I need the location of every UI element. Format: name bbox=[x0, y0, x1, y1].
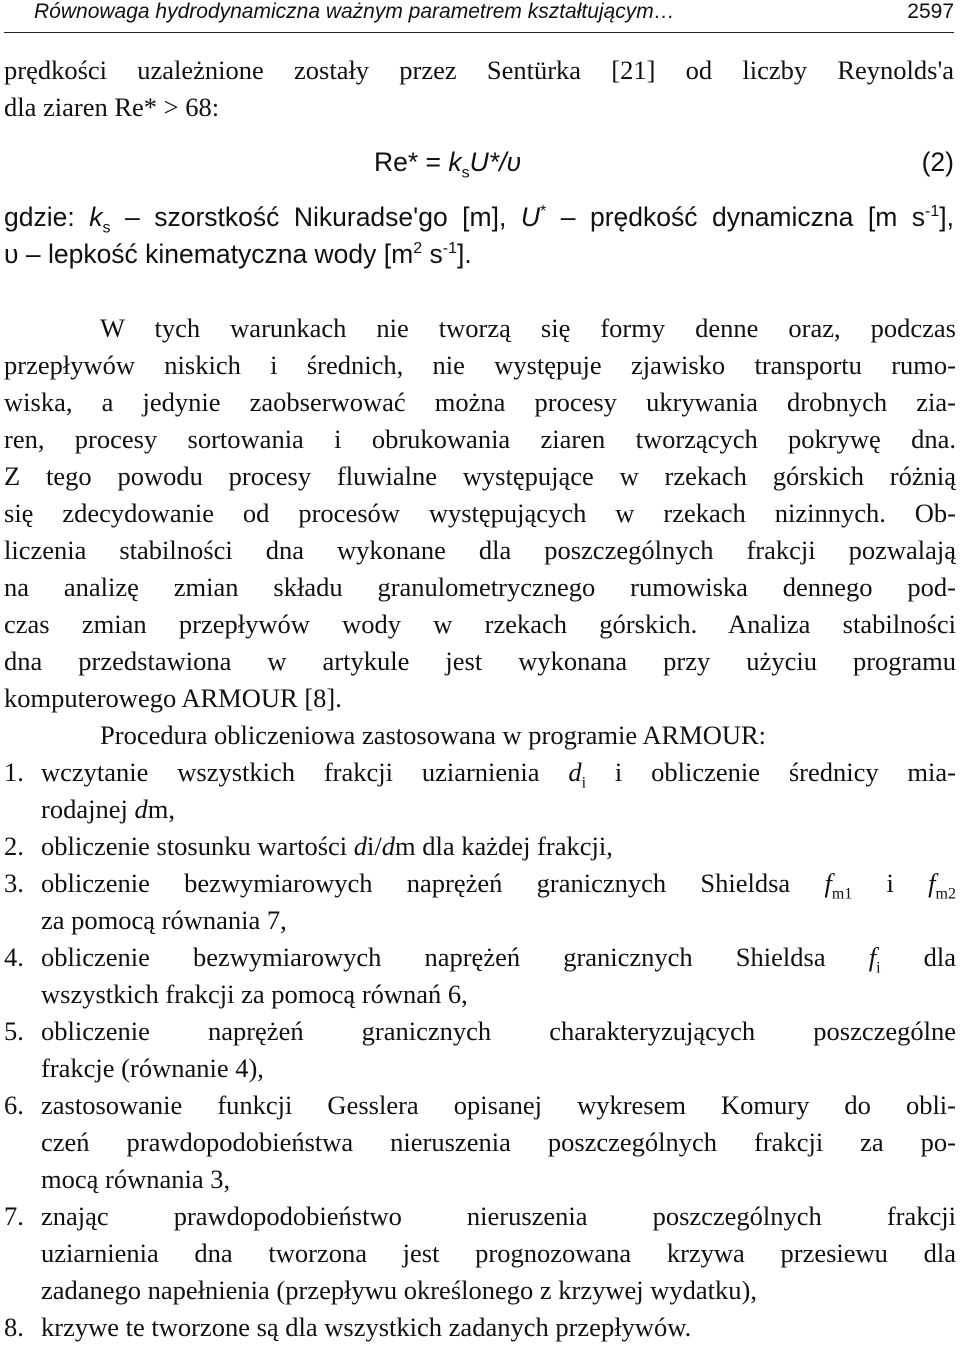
equation-2 bbox=[4, 144, 954, 181]
paragraph-line: komputerowego ARMOUR [8]. bbox=[4, 683, 342, 713]
step4-text-b: dla bbox=[880, 942, 956, 972]
equation-definitions bbox=[4, 199, 954, 273]
intro-line-1: prędkości uzależnione zostały przez Sentürka [21] od liczby Reynolds'a bbox=[4, 55, 954, 85]
step-number: 5. bbox=[4, 1016, 24, 1046]
procedure-step bbox=[4, 828, 956, 865]
def-k: k bbox=[89, 202, 103, 232]
step-number: 7. bbox=[4, 1201, 24, 1231]
step-number: 8. bbox=[4, 1312, 24, 1342]
page-number: 2597 bbox=[907, 0, 954, 23]
procedure-step bbox=[4, 1013, 956, 1087]
def-s: s bbox=[422, 239, 443, 269]
def-viscosity: υ – lepkość kinematyczna wody [m bbox=[4, 239, 414, 269]
step-line: wszystkich frakcji za pomocą równań 6, bbox=[41, 979, 468, 1009]
running-header bbox=[4, 0, 954, 33]
paragraph-line: W tych warunkach nie tworzą się formy denne oraz, podczas bbox=[100, 313, 956, 343]
paragraph-line: Z tego powodu procesy fluwialne występujące w rzekach górskich różnią bbox=[4, 461, 956, 491]
intro-text bbox=[4, 52, 954, 126]
step-line bbox=[41, 791, 956, 828]
step-line: zastosowanie funkcji Gesslera opisanej wykresem Komury do obli- bbox=[41, 1090, 956, 1120]
def-end: ]. bbox=[456, 239, 472, 269]
step-line bbox=[41, 754, 956, 791]
equation-k: k bbox=[448, 147, 462, 177]
equation-body bbox=[374, 144, 521, 181]
equation-left: Re* = bbox=[374, 147, 449, 177]
step-line: czeń prawdopodobieństwa nieruszenia poszczególnych frakcji za po- bbox=[41, 1127, 956, 1157]
step2-d: d bbox=[353, 831, 368, 861]
step3-text-a: obliczenie bezwymiarowych naprężeń granicznych Shieldsa bbox=[41, 868, 825, 898]
paragraph-line: ren, procesy sortowania i obrukowania ziaren tworzących pokrywę dna. bbox=[4, 424, 956, 454]
procedure-steps bbox=[4, 754, 956, 1346]
def-close: ], bbox=[939, 202, 955, 232]
equation-number: (2) bbox=[921, 147, 954, 177]
procedure-step bbox=[4, 754, 956, 828]
def-exp-1: -1 bbox=[442, 240, 457, 258]
header-title: Równowaga hydrodynamiczna ważnym parametrem kształtującym… bbox=[34, 0, 675, 23]
step1-comma: , bbox=[168, 794, 175, 824]
step-line: uziarnienia dna tworzona jest prognozowana krzywa przesiewu dla bbox=[41, 1238, 956, 1268]
def-star: * bbox=[539, 203, 547, 221]
step4-text-a: obliczenie bezwymiarowych naprężeń granicznych Shieldsa bbox=[41, 942, 869, 972]
procedure-step bbox=[4, 1198, 956, 1309]
intro-line-2: dla ziaren Re* > 68: bbox=[4, 92, 220, 122]
procedure-step bbox=[4, 1087, 956, 1198]
step3-f1: f bbox=[824, 868, 832, 898]
step2-sub-i: i bbox=[367, 831, 375, 861]
equation-s-sub: s bbox=[461, 164, 470, 182]
paragraph-line: wiska, a jedynie zaobserwować można procesy ukrywania drobnych zia- bbox=[4, 387, 956, 417]
paragraph-line: liczenia stabilności dna wykonane dla poszczególnych frakcji pozwalają bbox=[4, 535, 956, 565]
step1-text-b: i obliczenie średnicy mia- bbox=[586, 757, 956, 787]
body-paragraph bbox=[4, 310, 956, 717]
procedure-step bbox=[4, 865, 956, 939]
procedure-intro: Procedura obliczeniowa zastosowana w programie ARMOUR: bbox=[100, 720, 767, 750]
paragraph-line: dna przedstawiona w artykule jest wykonana przy użyciu programu bbox=[4, 646, 956, 676]
step-line: krzywe te tworzone są dla wszystkich zadanych przepływów. bbox=[41, 1312, 692, 1342]
step-line bbox=[41, 828, 956, 865]
step2-sub-m: m bbox=[395, 831, 416, 861]
step-line: zadanego napełnienia (przepływu określonego z krzywej wydatku), bbox=[41, 1275, 757, 1305]
procedure-step bbox=[4, 1309, 956, 1346]
paragraph-line: się zdecydowanie od procesów występujących w rzekach nizinnych. Ob- bbox=[4, 498, 956, 528]
step1-text-a: wczytanie wszystkich frakcji uziarnienia bbox=[41, 757, 569, 787]
paragraph-line: przepływów niskich i średnich, nie występuje zjawisko transportu rumo- bbox=[4, 350, 956, 380]
paragraph-line: na analizę zmian składu granulometrycznego rumowiska dennego pod- bbox=[4, 572, 956, 602]
step2-text-b: dla każdej frakcji, bbox=[415, 831, 613, 861]
definition-line-1: gdzie: $k_s$ – szorstkość Nikuradse'go [m], U* – prędkość dynamiczna [m $s^{-1}$], bbox=[4, 202, 955, 237]
step4-sub-i: i bbox=[876, 959, 881, 977]
step-line: za pomocą równania 7, bbox=[41, 905, 287, 935]
step-line bbox=[41, 865, 956, 902]
step-number: 1. bbox=[4, 757, 24, 787]
step4-f: f bbox=[868, 942, 877, 972]
step2-d2: d bbox=[381, 831, 396, 861]
def-exp2: 2 bbox=[413, 240, 423, 258]
step2-slash: / bbox=[374, 831, 382, 861]
def-U: U bbox=[520, 202, 540, 232]
step-line: frakcje (równanie 4), bbox=[41, 1053, 264, 1083]
def-velocity: prędkość dynamiczna [m s bbox=[589, 202, 926, 232]
step-number: 3. bbox=[4, 868, 24, 898]
step-line: znając prawdopodobieństwo nieruszenia poszczególnych frakcji bbox=[41, 1201, 956, 1231]
step1-sub-i: i bbox=[581, 774, 587, 792]
step1-text-c: rodajnej bbox=[41, 794, 135, 824]
step3-sub-m2: m2 bbox=[935, 885, 956, 903]
def-exp: -1 bbox=[925, 203, 940, 221]
step3-and: i bbox=[852, 868, 929, 898]
def-where: gdzie: bbox=[4, 202, 90, 232]
def-s-sub: s bbox=[102, 219, 111, 237]
step1-dm: d bbox=[134, 794, 148, 824]
def-roughness: szorstkość Nikuradse'go [m], bbox=[154, 202, 521, 232]
step1-sub-m: m bbox=[147, 794, 169, 824]
step-line: obliczenie naprężeń granicznych charakteryzujących poszczególne bbox=[41, 1016, 956, 1046]
step3-f2: f bbox=[928, 868, 936, 898]
step-number: 2. bbox=[4, 831, 24, 861]
step2-text-a: obliczenie stosunku wartości bbox=[41, 831, 354, 861]
step-number: 4. bbox=[4, 942, 24, 972]
definition-line-2 bbox=[4, 236, 954, 273]
procedure-step bbox=[4, 939, 956, 1013]
step1-d: d bbox=[568, 757, 582, 787]
step3-sub-m1: m1 bbox=[831, 885, 853, 903]
step-line bbox=[41, 939, 956, 976]
step-number: 6. bbox=[4, 1090, 24, 1120]
step-line: mocą równania 3, bbox=[41, 1164, 231, 1194]
paragraph-line: czas zmian przepływów wody w rzekach górskich. Analiza stabilności bbox=[4, 609, 956, 639]
equation-rest: U*/υ bbox=[469, 147, 522, 177]
